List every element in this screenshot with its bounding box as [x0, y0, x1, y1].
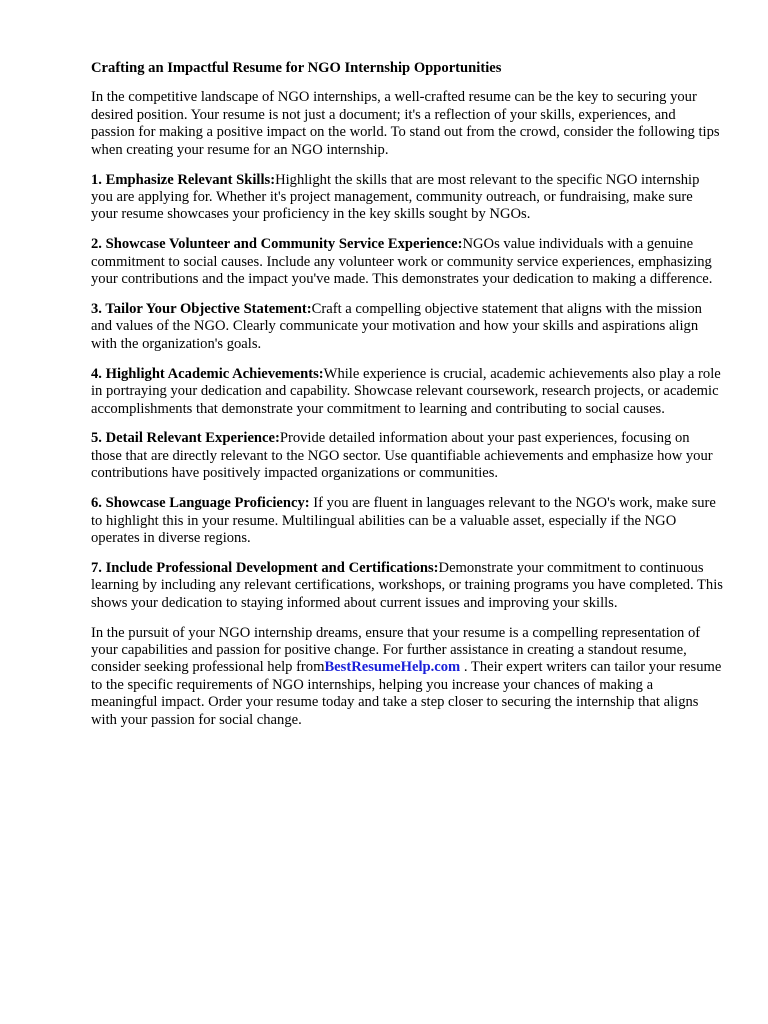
- tip-3-heading: 3. Tailor Your Objective Statement:: [91, 300, 312, 317]
- tip-2-body: NGOs value individuals with a genuine commitment to social causes. Include any volunteer work or community service experiences, emphasizing your contributions and the impact you've made. This demonstrates your dedication to making a difference.: [91, 236, 713, 288]
- tip-1-body: Highlight the skills that are most relevant to the specific NGO internship you are applying for. Whether it's project management, community outreach, or fundraising, make sure your resume showcases your proficiency in the key skills sought by NGOs.: [91, 171, 700, 223]
- tip-5-body: Provide detailed information about your past experiences, focusing on those that are directly relevant to the NGO sector. Use quantifiable achievements and emphasize how your contributions have positively impacted organizations or communities.: [91, 430, 713, 482]
- tip-1: [91, 172, 723, 224]
- best-resume-help-link[interactable]: BestResumeHelp.com: [324, 659, 461, 676]
- tip-3-body: Craft a compelling objective statement that aligns with the mission and values of the NGO. Clearly communicate your motivation and how your skills and aspirations align with the organization's goals.: [91, 300, 702, 352]
- intro-paragraph: In the competitive landscape of NGO internships, a well-crafted resume can be the key to securing your desired position. Your resume is not just a document; it's a reflection of your skills, experiences, and passion for making a positive impact on the world. To stand out from the crowd, consider the following tips when creating your resume for an NGO internship.: [91, 89, 720, 158]
- tip-7: [91, 560, 723, 612]
- document-title: Crafting an Impactful Resume for NGO Internship Opportunities: [91, 60, 502, 76]
- tip-6: [91, 495, 723, 547]
- tip-7-body: Demonstrate your commitment to continuous learning by including any relevant certifications, workshops, or training programs you have completed. This shows your dedication to staying informed about current issues and improving your skills.: [91, 559, 723, 611]
- tip-1-heading: 1. Emphasize Relevant Skills:: [91, 171, 276, 188]
- tip-4: [91, 366, 723, 418]
- document-page: [91, 60, 723, 742]
- tip-3: [91, 301, 723, 353]
- tip-6-heading: 6. Showcase Language Proficiency:: [91, 495, 310, 512]
- closing-paragraph: [91, 625, 723, 729]
- tip-7-heading: 7. Include Professional Development and Certifications:: [91, 559, 439, 576]
- tip-4-heading: 4. Highlight Academic Achievements:: [91, 365, 324, 382]
- tip-5: [91, 430, 723, 482]
- tip-5-heading: 5. Detail Relevant Experience:: [91, 430, 280, 447]
- tip-4-body: While experience is crucial, academic achievements also play a role in portraying your dedication and capability. Showcase relevant coursework, research projects, or academic accomplishments that demonstrate your commitment to learning and contributing to social causes.: [91, 365, 721, 417]
- tip-6-body: If you are fluent in languages relevant to the NGO's work, make sure to highlight this in your resume. Multilingual abilities can be a valuable asset, especially if the NGO operates in diverse regions.: [91, 495, 716, 546]
- closing-text-after-link: . Their expert writers can tailor your resume to the specific requirements of NGO internships, helping you increase your chances of making a meaningful impact. Order your resume today and take a step closer to securing the internship that aligns with your passion for social change.: [91, 659, 722, 728]
- tip-2: [91, 236, 723, 288]
- tip-2-heading: 2. Showcase Volunteer and Community Service Experience:: [91, 236, 463, 253]
- closing-text-before-link: In the pursuit of your NGO internship dreams, ensure that your resume is a compelling representation of your capabilities and passion for positive change. For further assistance in creating a standout resume, consider seeking professional help from: [91, 624, 701, 676]
